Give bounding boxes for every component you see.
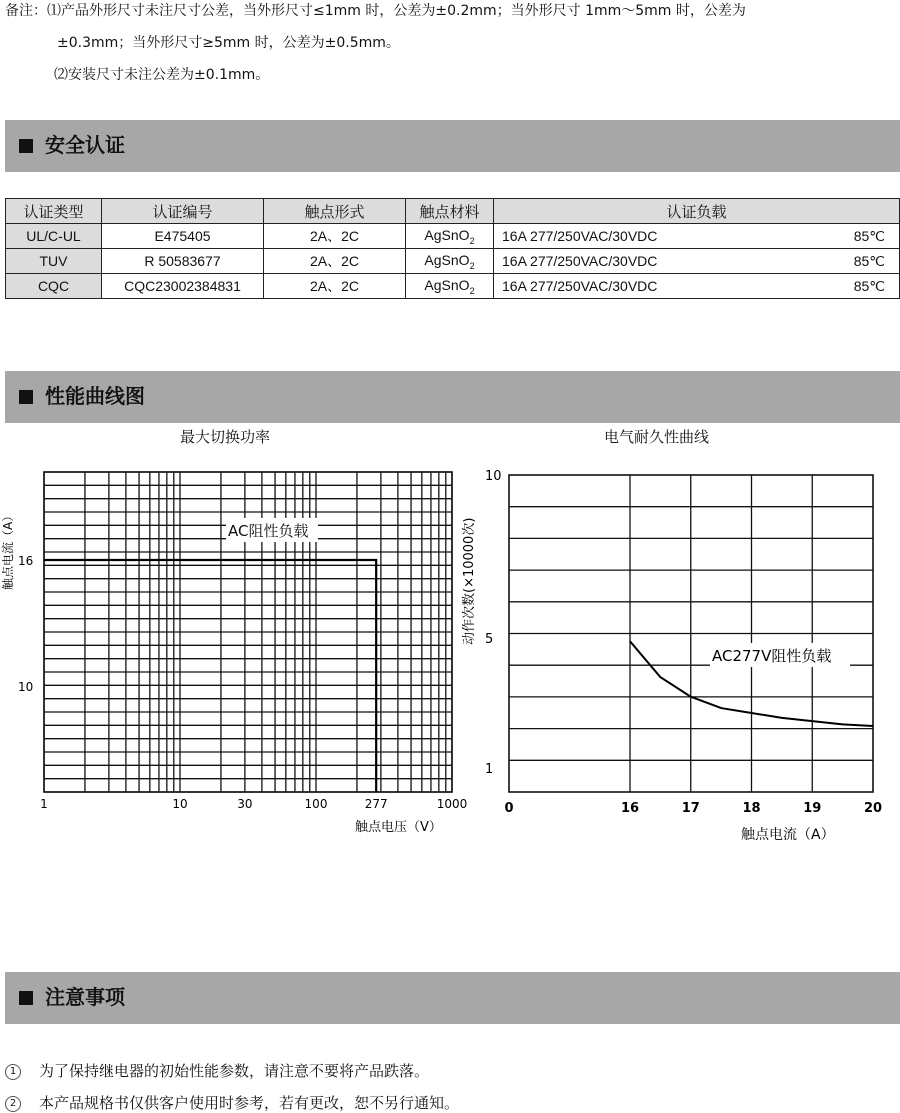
x-tick-label: 1 — [40, 797, 48, 811]
y-tick-label: 16 — [18, 554, 34, 568]
col-header-number: 认证编号 — [102, 199, 264, 224]
load-temp: 85℃ — [853, 253, 885, 269]
section-header-notice — [5, 972, 900, 1024]
note-line-1: 备注：⑴产品外形尺寸未注尺寸公差，当外形尺寸≤1mm 时，公差为±0.2mm；当外形尺寸 1mm～5mm 时，公差为 — [5, 3, 746, 19]
material-text: AgSnO — [424, 276, 470, 293]
material-subscript: 2 — [469, 260, 475, 271]
section-title: 性能曲线图 — [45, 384, 145, 408]
note-line-2: ±0.3mm；当外形尺寸≥5mm 时，公差为±0.5mm。 — [57, 35, 400, 51]
square-bullet-icon — [19, 991, 33, 1005]
cell-type: CQC — [6, 274, 102, 299]
load-text: 16A 277/250VAC/30VDC — [502, 228, 658, 244]
material-subscript: 2 — [469, 285, 475, 296]
x-tick-label: 17 — [681, 801, 700, 816]
y-axis-label: 动作次数(×10000次) — [462, 517, 477, 645]
x-tick-label: 30 — [237, 797, 253, 811]
x-tick-label: 0 — [504, 801, 514, 816]
section-title: 注意事项 — [45, 985, 125, 1009]
circled-number: 2 — [5, 1096, 21, 1112]
col-header-material: 触点材料 — [406, 199, 494, 224]
y-axis-label: 触点电流（A） — [1, 509, 15, 590]
x-tick-label: 277 — [364, 797, 388, 811]
x-tick-label: 100 — [304, 797, 328, 811]
x-tick-label: 20 — [863, 801, 883, 816]
notice-item — [5, 1092, 459, 1113]
note-line-3: ⑵安装尺寸未注公差为±0.1mm。 — [54, 67, 270, 83]
material-subscript: 2 — [469, 235, 475, 246]
col-header-load: 认证负载 — [494, 199, 900, 224]
series-line — [44, 560, 376, 792]
chart-title-switching-power: 最大切换功率 — [180, 428, 271, 446]
cell-type: UL/C-UL — [6, 224, 102, 249]
annotation-label: AC277V阻性负载 — [712, 647, 832, 665]
material-text: AgSnO — [424, 226, 470, 243]
cell-type: TUV — [6, 249, 102, 274]
load-text: 16A 277/250VAC/30VDC — [502, 253, 658, 269]
material-text: AgSnO — [424, 251, 470, 268]
load-temp: 85℃ — [853, 278, 885, 294]
section-title: 安全认证 — [45, 133, 125, 157]
cell-form: 2A、2C — [264, 224, 406, 249]
y-tick-label: 10 — [18, 680, 34, 694]
circled-number: 1 — [5, 1064, 21, 1080]
x-tick-label: 1000 — [436, 797, 468, 811]
notice-text: 为了保持继电器的初始性能参数，请注意不要将产品跌落。 — [39, 1062, 430, 1080]
col-header-form: 触点形式 — [264, 199, 406, 224]
notice-item — [5, 1060, 429, 1081]
y-tick-label: 5 — [485, 632, 494, 647]
cell-form: 2A、2C — [264, 274, 406, 299]
x-axis-label: 触点电流（A） — [741, 827, 835, 843]
annotation-label: AC阻性负载 — [228, 522, 309, 540]
x-axis-label: 触点电压（V） — [355, 820, 442, 835]
x-tick-label: 18 — [742, 801, 761, 816]
x-tick-label: 10 — [172, 797, 188, 811]
x-tick-label: 19 — [803, 801, 822, 816]
cell-number: R 50583677 — [102, 249, 264, 274]
notice-text: 本产品规格书仅供客户使用时参考，若有更改，恕不另行通知。 — [39, 1094, 460, 1112]
y-tick-label: 10 — [485, 469, 502, 484]
cell-number: E475405 — [102, 224, 264, 249]
load-temp: 85℃ — [853, 228, 885, 244]
x-tick-label: 16 — [620, 801, 640, 816]
cell-form: 2A、2C — [264, 249, 406, 274]
load-text: 16A 277/250VAC/30VDC — [502, 278, 658, 294]
col-header-type: 认证类型 — [6, 199, 102, 224]
y-tick-label: 1 — [485, 762, 494, 777]
chart-title-electrical-endurance: 电气耐久性曲线 — [604, 428, 710, 446]
cell-number: CQC23002384831 — [102, 274, 264, 299]
